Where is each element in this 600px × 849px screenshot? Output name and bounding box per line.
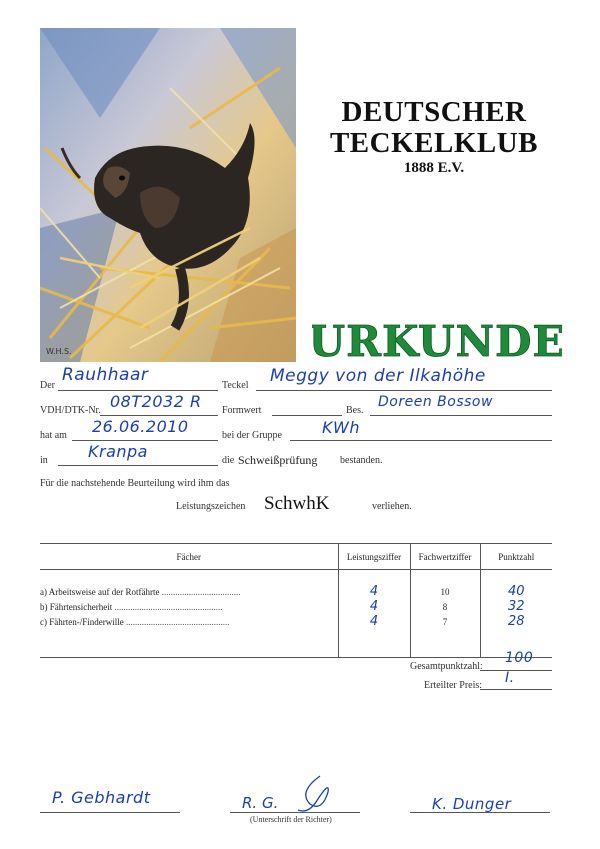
leistung-b: 4 (338, 599, 410, 614)
signature-3: K. Dunger (432, 795, 512, 813)
club-founding: 1888 E.V. (403, 160, 465, 176)
formwert-label: Formwert (222, 405, 262, 416)
preis-value: I. (505, 670, 515, 686)
pruefung-prefix: die (222, 455, 235, 466)
signature-line-3 (410, 812, 550, 813)
header-leistungsziffer: Leistungsziffer (338, 544, 410, 570)
hat-am-label: hat am (40, 430, 67, 441)
gesamt-label: Gesamtpunktzahl: (410, 661, 483, 672)
der-value: Rauhhaar (62, 365, 149, 385)
urkunde-title-text: URKUNDE (312, 317, 562, 366)
club-name-line1: DEUTSCHER (341, 96, 527, 128)
dachshund-painting (40, 28, 296, 362)
table-row: c) Fährten-/Finderwille .............................................. 4 7 28 (40, 614, 552, 629)
verliehen-text: verliehen. (372, 501, 412, 512)
fachwert-c: 7 (410, 614, 480, 629)
header-punktzahl: Punktzahl (480, 544, 552, 570)
preis-line (480, 689, 552, 690)
leistungszeichen-value: SchwhK (264, 493, 330, 514)
vdh-line (100, 415, 218, 416)
signature-caption: (Unterschrift der Richter) (250, 815, 332, 824)
punkte-c: 28 (480, 614, 552, 629)
vdh-value: 08T2032 R (110, 392, 202, 411)
fach-c: c) Fährten-/Finderwille (40, 616, 124, 627)
club-name-line2: TECKELKLUB (329, 127, 539, 159)
in-line (58, 465, 218, 466)
signature-2-text: R. G. (242, 794, 279, 812)
gruppe-value: KWh (322, 418, 360, 437)
leistung-c: 4 (338, 614, 410, 629)
teckel-label: Teckel (222, 380, 249, 391)
pruefung-suffix: bestanden. (340, 455, 383, 466)
gruppe-label: bei der Gruppe (222, 430, 282, 441)
document-title (312, 312, 562, 368)
leistung-a: 4 (338, 584, 410, 599)
fachwert-a: 10 (410, 584, 480, 599)
gruppe-line (290, 440, 552, 441)
signature-line-1 (40, 812, 180, 813)
in-value: Kranpa (88, 442, 148, 461)
fachwert-b: 8 (410, 599, 480, 614)
gesamt-line (480, 670, 552, 671)
header-fachwertziffer: Fachwertziffer (410, 544, 480, 570)
fach-b: b) Fährtensicherheit (40, 601, 113, 612)
gesamt-value: 100 (505, 650, 534, 666)
bes-line (370, 415, 552, 416)
punkte-b: 32 (480, 599, 552, 614)
table-row: b) Fährtensicherheit ................................................ 4 8 32 (40, 599, 552, 614)
signature-line-2 (230, 812, 360, 813)
preis-label: Erteilter Preis: (424, 680, 483, 691)
bes-label: Bes. (346, 405, 364, 416)
grades-table (40, 543, 552, 658)
signature-1: P. Gebhardt (52, 788, 151, 807)
date-value: 26.06.2010 (92, 417, 189, 436)
date-line (72, 440, 218, 441)
der-label: Der (40, 380, 55, 391)
bes-value: Doreen Bossow (378, 394, 493, 410)
teckel-line (256, 390, 552, 391)
painting-signature: W.H.S. (46, 347, 72, 356)
formwert-line (272, 415, 342, 416)
leistungszeichen-label: Leistungszeichen (176, 501, 246, 512)
beurteilung-text: Für die nachstehende Beurteilung wird ihm das (40, 478, 230, 489)
fach-a: a) Arbeitsweise auf der Rotfährte (40, 586, 160, 597)
header-faecher: Fächer (40, 544, 338, 570)
der-line (58, 390, 218, 391)
table-row: a) Arbeitsweise auf der Rotfährte ................................... 4 10 40 (40, 584, 552, 599)
pruefung-name: Schweißprüfung (238, 453, 318, 467)
punkte-a: 40 (480, 584, 552, 599)
teckel-value: Meggy von der Ilkahöhe (270, 366, 486, 386)
vdh-label: VDH/DTK-Nr. (40, 405, 101, 416)
in-label: in (40, 455, 48, 466)
